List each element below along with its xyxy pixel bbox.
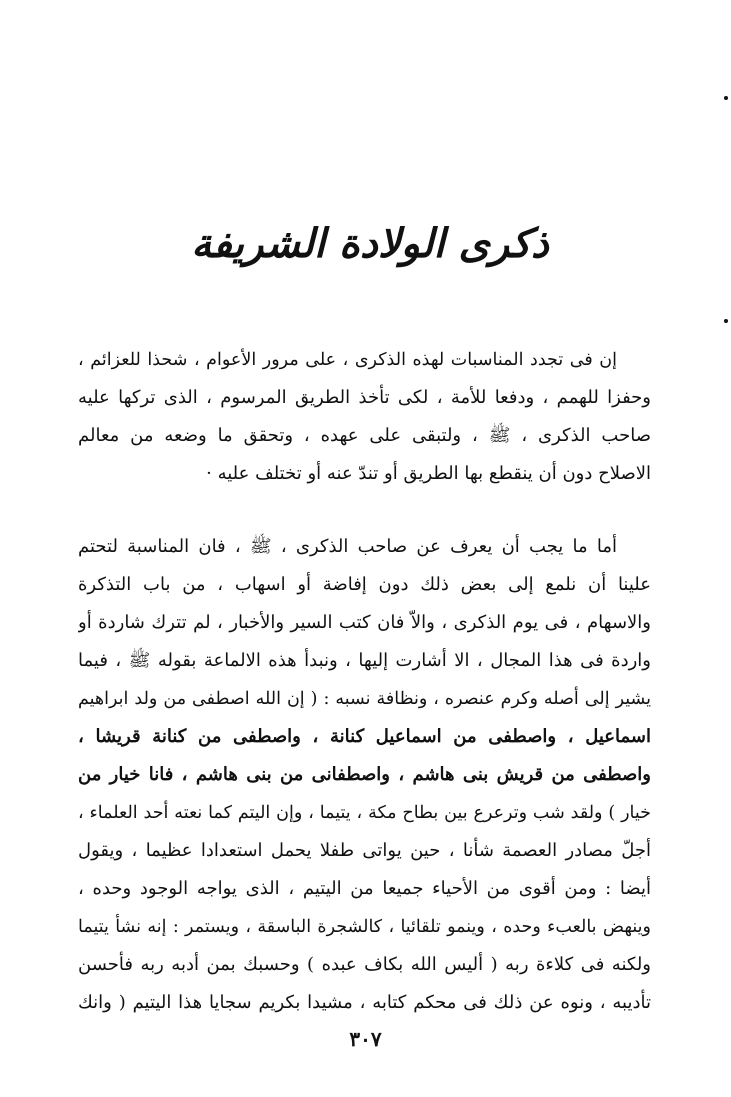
text-line: خيار ) ولقد شب وترعرع بين بطاح مكة ، يتيما ، وإن اليتم كما نعته أحد العلماء ، [78,803,651,823]
paragraph-2 [78,528,651,1022]
text-line: أما ما يجب أن يعرف عن صاحب الذكرى ، ﷺ ، فان المناسبة لتحتم [78,536,617,557]
text-line: ولكنه فى كلاءة ربه ( أليس الله بكاف عبده ) وحسبك بمن أدبه ربه فأحسن [78,954,651,975]
text-line: صاحب الذكرى ، ﷺ ، ولتبقى على عهده ، وتحقق ما وضعه من معالم [78,425,651,446]
text-line: الاصلاح دون أن ينقطع بها الطريق أو تندّ عنه أو تختلف عليه · [206,463,651,484]
text-line: اسماعيل ، واصطفى من اسماعيل كنانة ، واصطفى من كنانة قريشا ، [78,726,651,747]
text-line: وينهض بالعبء وحده ، وينمو تلقائيا ، كالشجرة الباسقة ، ويستمر : إنه نشأ يتيما [78,917,651,937]
margin-mark-top [724,96,728,100]
text-line: واردة فى هذا المجال ، الا أشارت إليها ، ونبدأ هذه الالماعة بقوله ﷺ ، فيما [78,650,651,671]
text-line: علينا أن نلمع إلى بعض ذلك دون إفاضة أو اسهاب ، من باب التذكرة [78,574,651,595]
text-line: أيضا : ومن أقوى من الأحياء جميعا من اليتيم ، الذى يواجه الوجود وحده ، [78,878,651,899]
text-line: يشير إلى أصله وكرم عنصره ، ونظافة نسبه : ( إن الله اصطفى من ولد ابراهيم [78,689,651,709]
text-line: وحفزا للهمم ، ودفعا للأمة ، لكى تأخذ الطريق المرسوم ، الذى تركها عليه [78,387,651,408]
text-line: تأديبه ، ونوه عن ذلك فى محكم كتابه ، مشيدا بكريم سجايا هذا اليتيم ( وانك [78,992,651,1013]
page-number: ٣٠٧ [349,1027,382,1051]
chapter-title: ذكرى الولادة الشريفة [191,220,549,267]
text-line: أجلّ مصادر العصمة شأنا ، حين يواتى طفلا يحمل استعدادا عظيما ، ويقول [78,840,651,861]
text-line: إن فى تجدد المناسبات لهذه الذكرى ، على مرور الأعوام ، شحذا للعزائم ، [78,350,617,370]
text-line: والاسهام ، فى يوم الذكرى ، والاّ فان كتب السير والأخبار ، لم تترك شاردة أو [78,612,651,633]
margin-mark-bottom [724,319,728,323]
text-line: واصطفى من قريش بنى هاشم ، واصطفانى من بنى هاشم ، فانا خيار من [78,764,651,785]
paragraph-1 [78,341,651,493]
